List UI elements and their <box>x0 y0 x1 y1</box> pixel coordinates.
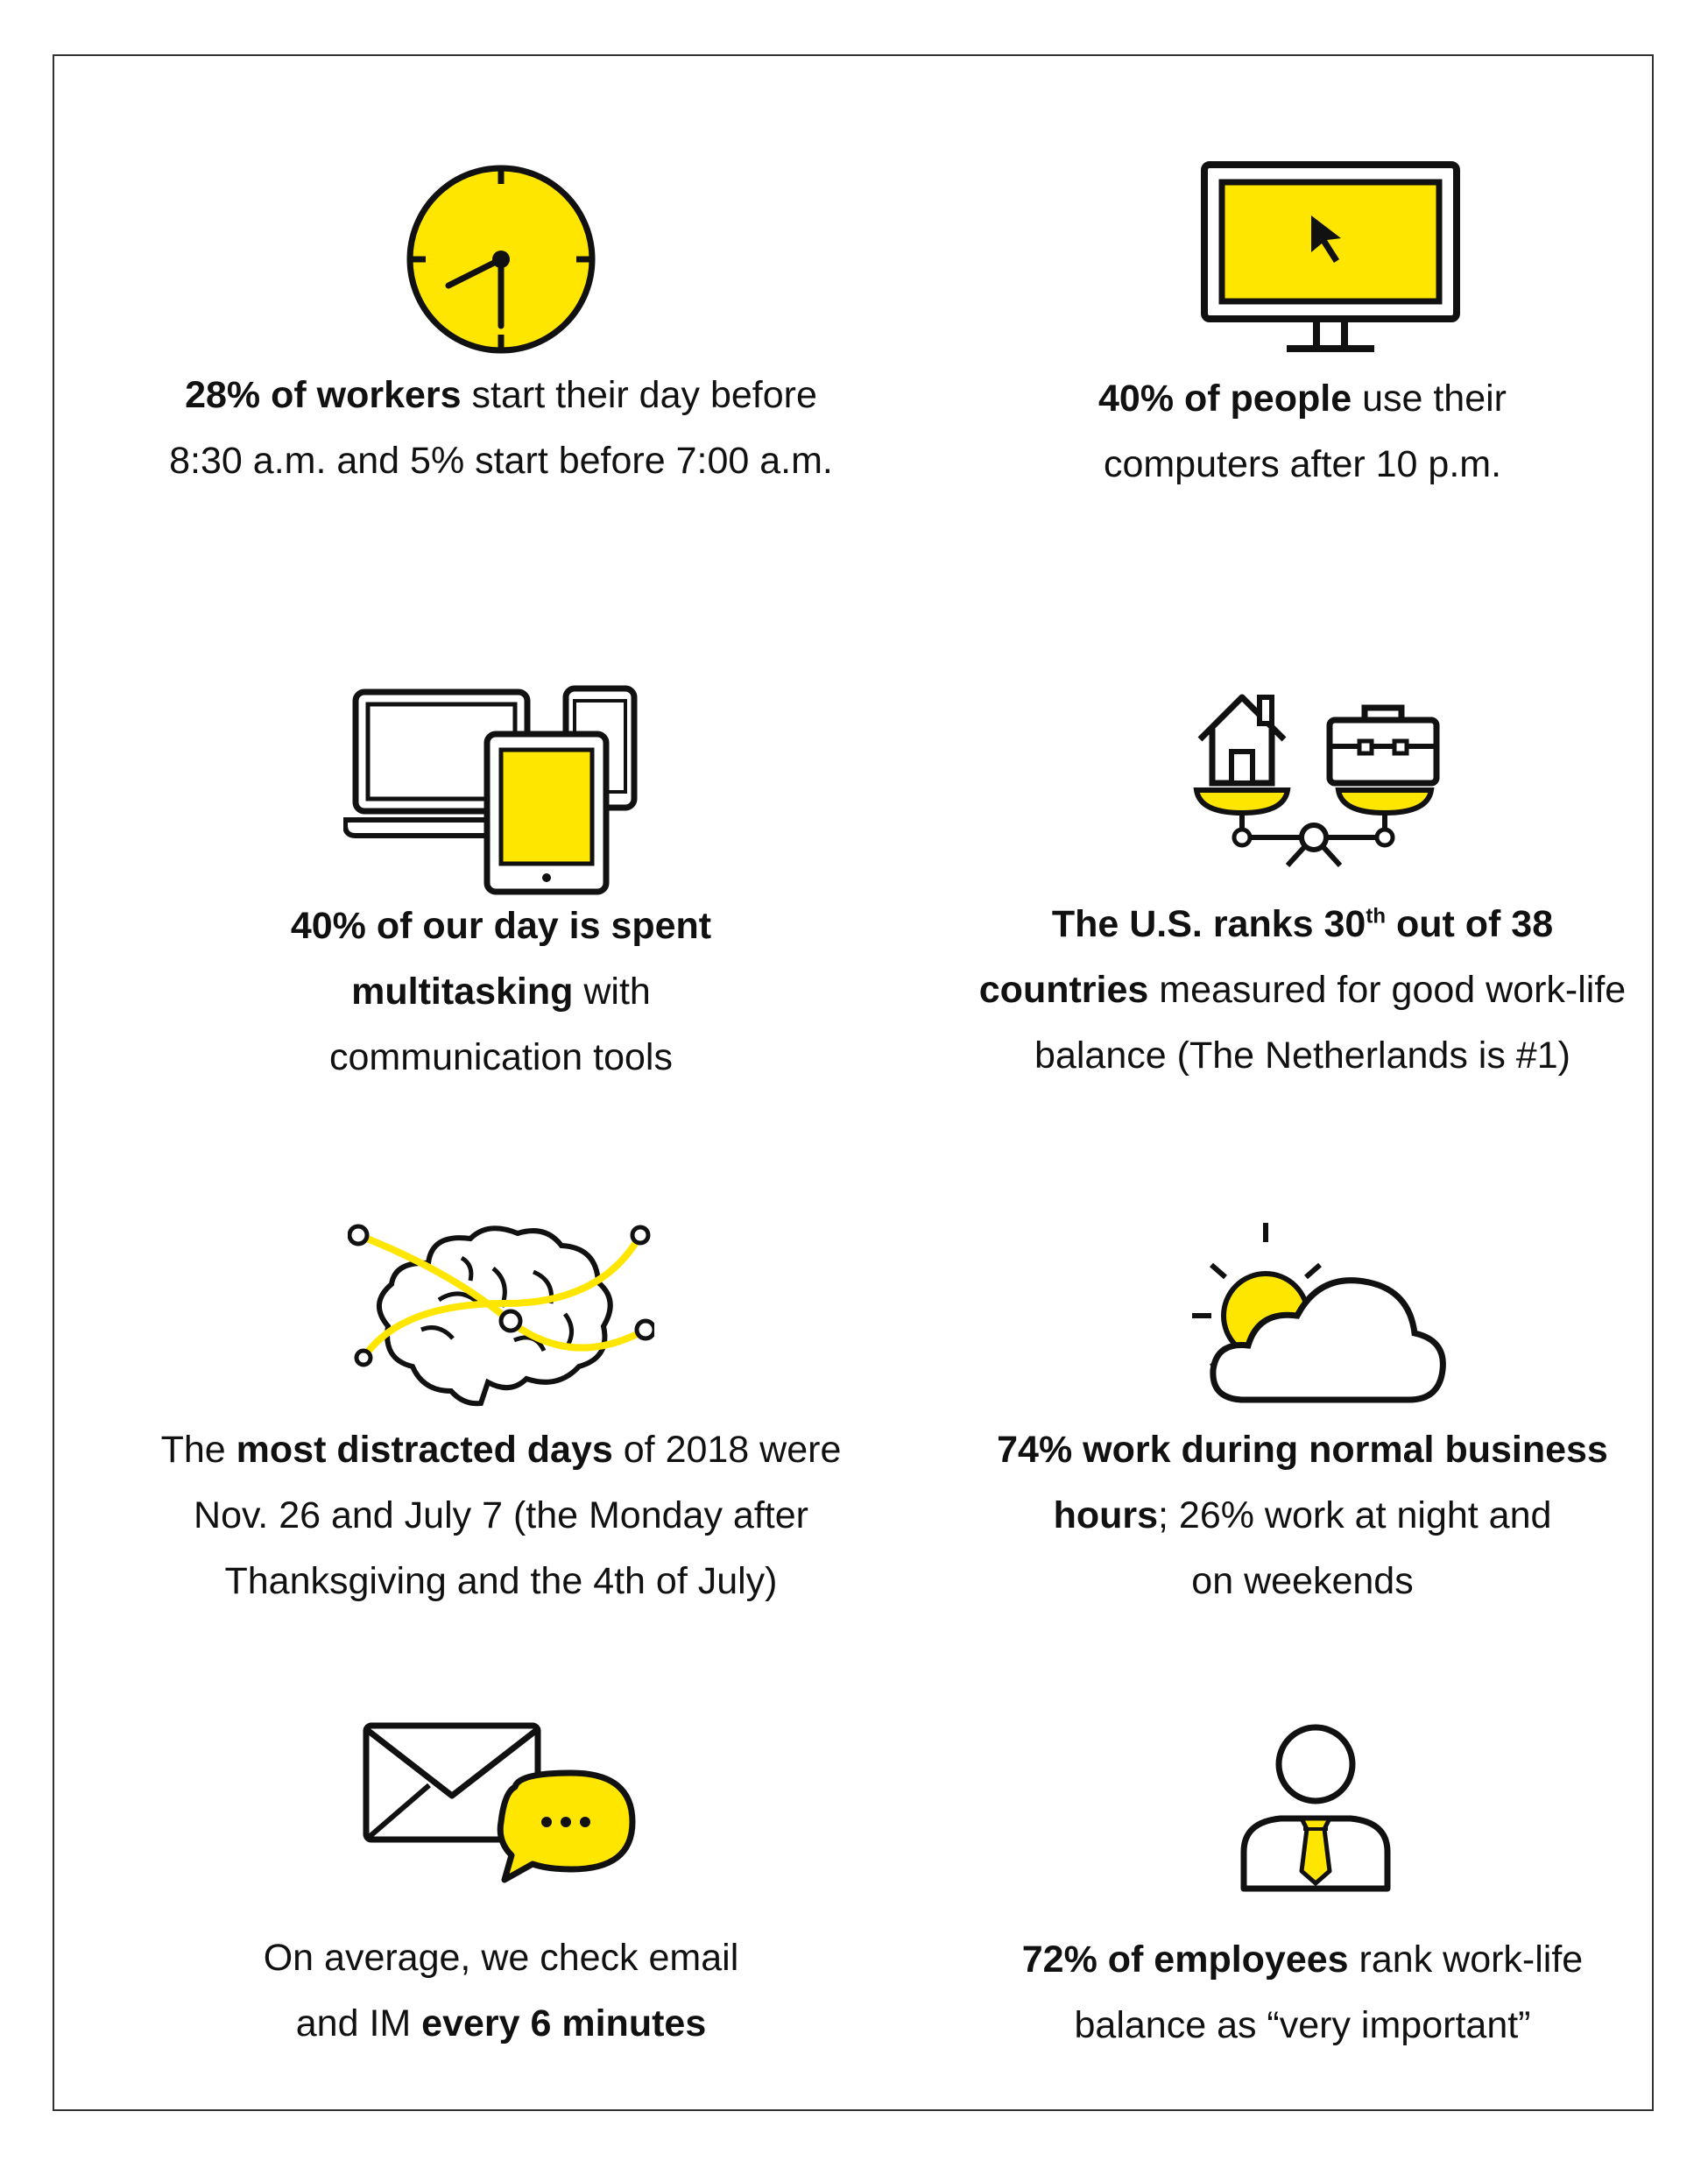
stat-caption <box>908 1417 1697 1614</box>
caption-bold-text: 40% of people <box>1098 378 1352 420</box>
clock-icon <box>401 159 601 359</box>
caption-text: with <box>573 971 651 1013</box>
caption-text: start their day before <box>461 374 817 416</box>
caption-bold-text: 72% of employees <box>1021 1938 1349 1981</box>
stat-email-check <box>107 1703 895 2106</box>
stat-caption <box>908 366 1697 498</box>
stat-caption <box>107 893 895 1091</box>
stat-multitasking <box>107 632 895 1078</box>
stat-caption <box>908 1927 1697 2059</box>
caption-text: balance (The Netherlands is #1) <box>1034 1035 1570 1077</box>
stat-caption <box>107 1417 895 1614</box>
caption-text: measured for good work-life <box>1148 969 1627 1011</box>
caption-text: use their <box>1352 378 1507 420</box>
caption-line <box>107 1991 895 2057</box>
stat-computer-after-10pm <box>908 159 1697 485</box>
caption-bold-text: out of 38 <box>1386 903 1554 945</box>
caption-line <box>107 1549 895 1614</box>
caption-line <box>107 428 895 494</box>
stat-caption <box>107 363 895 494</box>
caption-bold-text: 28% of workers <box>185 374 462 416</box>
caption-bold-text: 74% work during normal business <box>997 1429 1608 1471</box>
stat-us-rank <box>908 632 1697 1077</box>
caption-text: computers after 10 p.m. <box>1103 443 1502 485</box>
caption-bold-text: The U.S. ranks 30 <box>1051 903 1366 945</box>
stat-business-hours <box>908 1160 1697 1602</box>
caption-line <box>908 1549 1697 1614</box>
stat-caption <box>107 1925 895 2057</box>
caption-line <box>908 957 1697 1023</box>
monitor-cursor-icon <box>1199 159 1462 359</box>
superscript-text: th <box>1366 904 1387 929</box>
caption-text: On average, we check email <box>263 1937 739 1979</box>
caption-line <box>107 1025 895 1091</box>
caption-line <box>908 1927 1697 1993</box>
employee-icon <box>1237 1720 1394 1896</box>
caption-line <box>107 1925 895 1991</box>
caption-line <box>908 1483 1697 1549</box>
caption-text: The <box>160 1429 236 1471</box>
caption-text: ; 26% work at night and <box>1158 1494 1552 1536</box>
caption-line <box>908 892 1697 957</box>
caption-line <box>107 363 895 428</box>
caption-line <box>107 1483 895 1549</box>
devices-icon <box>343 685 659 895</box>
sun-cloud-icon <box>1189 1219 1451 1412</box>
caption-bold-text: multitasking <box>351 971 574 1013</box>
infographic-frame <box>53 54 1654 2111</box>
caption-bold-text: most distracted days <box>236 1429 613 1471</box>
caption-bold-text <box>1366 903 1386 945</box>
stat-caption <box>908 892 1697 1089</box>
caption-text: on weekends <box>1191 1560 1414 1602</box>
caption-line <box>908 1023 1697 1089</box>
caption-text: balance as “very important” <box>1074 2004 1531 2046</box>
caption-line <box>107 893 895 959</box>
stat-employee-priority <box>908 1703 1697 2106</box>
caption-bold-text: every 6 minutes <box>421 2002 707 2044</box>
caption-bold-text: 40% of our day is spent <box>290 905 712 947</box>
caption-text: and IM <box>295 2002 422 2044</box>
caption-line <box>908 1993 1697 2059</box>
caption-line <box>107 959 895 1025</box>
caption-line <box>908 1417 1697 1483</box>
stat-start-time <box>107 159 895 482</box>
caption-line <box>908 432 1697 498</box>
distracted-brain-icon <box>348 1219 654 1412</box>
caption-text: 8:30 a.m. and 5% start before 7:00 a.m. <box>169 440 833 482</box>
caption-text: rank work-life <box>1348 1938 1584 1981</box>
caption-line <box>107 1417 895 1483</box>
caption-text: Thanksgiving and the 4th of July) <box>224 1560 778 1602</box>
caption-bold-text: hours <box>1053 1494 1159 1536</box>
work-life-scale-icon <box>1193 685 1447 869</box>
caption-text: of 2018 were <box>612 1429 842 1471</box>
caption-text: communication tools <box>329 1036 673 1078</box>
caption-bold-text: countries <box>978 969 1149 1011</box>
caption-line <box>908 366 1697 432</box>
email-chat-icon <box>361 1720 641 1896</box>
caption-text: Nov. 26 and July 7 (the Monday after <box>194 1494 808 1536</box>
stat-distracted-days <box>107 1160 895 1602</box>
